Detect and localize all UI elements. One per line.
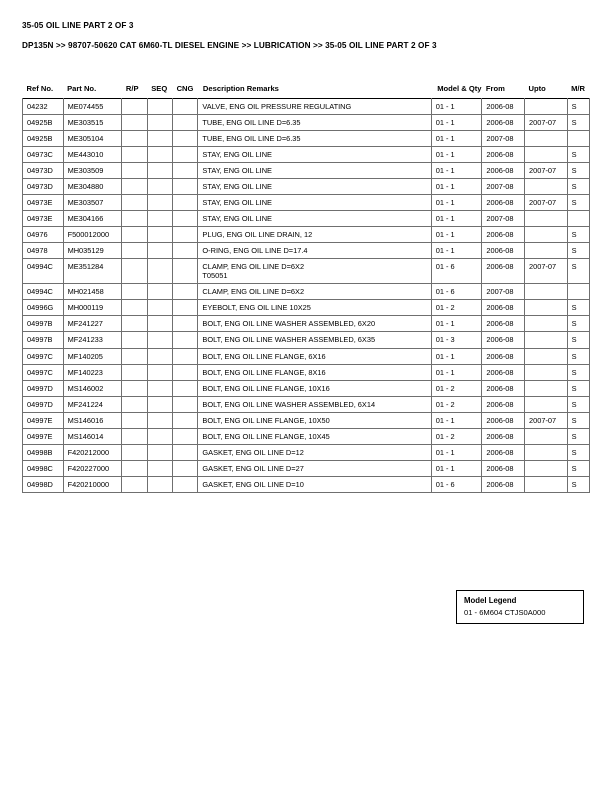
- cell-part_no: MF241233: [63, 332, 122, 348]
- cell-model_qty: 01 - 1: [431, 316, 482, 332]
- cell-cng: [173, 364, 198, 380]
- cell-part_no: F420210000: [63, 476, 122, 492]
- cell-rp: [122, 147, 147, 163]
- cell-from: 2006-08: [482, 428, 525, 444]
- cell-cng: [173, 428, 198, 444]
- cell-part_no: ME443010: [63, 147, 122, 163]
- cell-part_no: MF140205: [63, 348, 122, 364]
- column-header-model-qty: Model & Qty: [437, 84, 482, 93]
- cell-description: GASKET, ENG OIL LINE D=10: [198, 476, 431, 492]
- cell-seq: [147, 131, 172, 147]
- cell-part_no: MS146002: [63, 380, 122, 396]
- cell-rp: [122, 348, 147, 364]
- cell-ref_no: 04997B: [23, 332, 64, 348]
- cell-ref_no: 04973E: [23, 195, 64, 211]
- cell-mr: S: [567, 163, 589, 179]
- cell-mr: S: [567, 364, 589, 380]
- cell-upto: [525, 348, 568, 364]
- cell-cng: [173, 300, 198, 316]
- cell-rp: [122, 284, 147, 300]
- cell-mr: S: [567, 259, 589, 284]
- cell-seq: [147, 364, 172, 380]
- cell-upto: 2007-07: [525, 163, 568, 179]
- cell-ref_no: 04925B: [23, 131, 64, 147]
- cell-ref_no: 04973E: [23, 211, 64, 227]
- cell-cng: [173, 227, 198, 243]
- cell-from: 2006-08: [482, 460, 525, 476]
- cell-part_no: MF140223: [63, 364, 122, 380]
- cell-part_no: ME074455: [63, 99, 122, 115]
- cell-rp: [122, 131, 147, 147]
- cell-ref_no: 04994C: [23, 284, 64, 300]
- cell-part_no: ME304880: [63, 179, 122, 195]
- cell-seq: [147, 179, 172, 195]
- cell-upto: [525, 396, 568, 412]
- cell-from: 2007-08: [482, 131, 525, 147]
- table-row: [23, 380, 590, 396]
- cell-seq: [147, 147, 172, 163]
- cell-upto: [525, 243, 568, 259]
- cell-ref_no: 04973D: [23, 163, 64, 179]
- cell-seq: [147, 460, 172, 476]
- cell-description: BOLT, ENG OIL LINE WASHER ASSEMBLED, 6X14: [198, 396, 431, 412]
- cell-description: PLUG, ENG OIL LINE DRAIN, 12: [198, 227, 431, 243]
- cell-ref_no: 04997C: [23, 364, 64, 380]
- cell-model_qty: 01 - 1: [431, 179, 482, 195]
- cell-ref_no: 04994C: [23, 259, 64, 284]
- cell-from: 2006-08: [482, 147, 525, 163]
- table-row: [23, 147, 590, 163]
- cell-model_qty: 01 - 2: [431, 396, 482, 412]
- cell-rp: [122, 428, 147, 444]
- cell-model_qty: 01 - 1: [431, 460, 482, 476]
- column-header-rp: R/P: [125, 84, 139, 93]
- cell-description: GASKET, ENG OIL LINE D=27: [198, 460, 431, 476]
- cell-upto: [525, 332, 568, 348]
- cell-seq: [147, 444, 172, 460]
- cell-rp: [122, 179, 147, 195]
- column-header-part-no: Part No.: [67, 84, 97, 93]
- cell-part_no: ME305104: [63, 131, 122, 147]
- cell-from: 2006-08: [482, 163, 525, 179]
- cell-ref_no: 04997E: [23, 412, 64, 428]
- cell-mr: S: [567, 412, 589, 428]
- cell-part_no: MS146014: [63, 428, 122, 444]
- cell-mr: S: [567, 115, 589, 131]
- cell-model_qty: 01 - 1: [431, 227, 482, 243]
- cell-seq: [147, 163, 172, 179]
- cell-upto: [525, 99, 568, 115]
- cell-description: TUBE, ENG OIL LINE D=6.35: [198, 131, 431, 147]
- cell-model_qty: 01 - 1: [431, 444, 482, 460]
- cell-cng: [173, 332, 198, 348]
- cell-model_qty: 01 - 1: [431, 195, 482, 211]
- table-row: [23, 316, 590, 332]
- cell-from: 2006-08: [482, 380, 525, 396]
- cell-cng: [173, 147, 198, 163]
- parts-table-header: [23, 84, 590, 99]
- cell-rp: [122, 300, 147, 316]
- cell-cng: [173, 396, 198, 412]
- cell-rp: [122, 243, 147, 259]
- cell-from: 2007-08: [482, 211, 525, 227]
- table-row: [23, 300, 590, 316]
- cell-upto: 2007-07: [525, 115, 568, 131]
- cell-model_qty: 01 - 1: [431, 364, 482, 380]
- cell-seq: [147, 259, 172, 284]
- cell-cng: [173, 243, 198, 259]
- cell-cng: [173, 412, 198, 428]
- cell-cng: [173, 131, 198, 147]
- cell-seq: [147, 316, 172, 332]
- parts-table: [22, 84, 590, 493]
- column-header-upto: Upto: [528, 84, 546, 93]
- cell-cng: [173, 348, 198, 364]
- cell-mr: S: [567, 227, 589, 243]
- model-legend-title: Model Legend: [464, 596, 517, 605]
- cell-ref_no: 04973D: [23, 179, 64, 195]
- cell-from: 2006-08: [482, 227, 525, 243]
- cell-mr: S: [567, 195, 589, 211]
- cell-upto: [525, 428, 568, 444]
- cell-mr: S: [567, 476, 589, 492]
- cell-from: 2006-08: [482, 259, 525, 284]
- table-row: [23, 259, 590, 284]
- cell-part_no: ME351284: [63, 259, 122, 284]
- cell-model_qty: 01 - 3: [431, 332, 482, 348]
- cell-model_qty: 01 - 2: [431, 300, 482, 316]
- model-legend-entry: 01 - 6M604 CTJS0A000: [464, 608, 546, 617]
- cell-model_qty: 01 - 1: [431, 348, 482, 364]
- cell-seq: [147, 332, 172, 348]
- parts-table-body: [23, 99, 590, 493]
- cell-rp: [122, 476, 147, 492]
- cell-rp: [122, 380, 147, 396]
- cell-model_qty: 01 - 1: [431, 243, 482, 259]
- cell-ref_no: 04997E: [23, 428, 64, 444]
- cell-description: STAY, ENG OIL LINE: [198, 211, 431, 227]
- table-row: [23, 131, 590, 147]
- cell-cng: [173, 444, 198, 460]
- cell-cng: [173, 460, 198, 476]
- cell-mr: S: [567, 396, 589, 412]
- cell-mr: S: [567, 348, 589, 364]
- cell-description: BOLT, ENG OIL LINE FLANGE, 10X50: [198, 412, 431, 428]
- cell-mr: S: [567, 428, 589, 444]
- cell-cng: [173, 476, 198, 492]
- table-row: [23, 284, 590, 300]
- cell-cng: [173, 316, 198, 332]
- cell-rp: [122, 227, 147, 243]
- cell-ref_no: 04997B: [23, 316, 64, 332]
- cell-description: EYEBOLT, ENG OIL LINE 10X25: [198, 300, 431, 316]
- model-legend-box: [456, 590, 584, 624]
- table-row: [23, 348, 590, 364]
- table-row: [23, 179, 590, 195]
- cell-seq: [147, 348, 172, 364]
- cell-upto: [525, 179, 568, 195]
- table-row: [23, 476, 590, 492]
- cell-cng: [173, 284, 198, 300]
- cell-part_no: F500012000: [63, 227, 122, 243]
- cell-part_no: MH035129: [63, 243, 122, 259]
- table-row: [23, 444, 590, 460]
- cell-mr: S: [567, 300, 589, 316]
- table-row: [23, 460, 590, 476]
- parts-table-container: [22, 84, 590, 493]
- cell-cng: [173, 195, 198, 211]
- cell-rp: [122, 195, 147, 211]
- cell-description: BOLT, ENG OIL LINE FLANGE, 10X16: [198, 380, 431, 396]
- column-header-description: Description Remarks: [202, 84, 279, 93]
- cell-from: 2006-08: [482, 396, 525, 412]
- cell-description: CLAMP, ENG OIL LINE D=6X2 T05051: [198, 259, 431, 284]
- cell-seq: [147, 115, 172, 131]
- cell-description: STAY, ENG OIL LINE: [198, 195, 431, 211]
- cell-rp: [122, 444, 147, 460]
- cell-seq: [147, 99, 172, 115]
- column-header-seq: SEQ: [151, 84, 168, 93]
- cell-description: BOLT, ENG OIL LINE WASHER ASSEMBLED, 6X35: [198, 332, 431, 348]
- cell-ref_no: 04997D: [23, 396, 64, 412]
- cell-part_no: MS146016: [63, 412, 122, 428]
- cell-part_no: MF241224: [63, 396, 122, 412]
- cell-cng: [173, 179, 198, 195]
- cell-mr: S: [567, 380, 589, 396]
- cell-mr: S: [567, 332, 589, 348]
- cell-upto: [525, 147, 568, 163]
- cell-ref_no: 04976: [23, 227, 64, 243]
- cell-from: 2006-08: [482, 99, 525, 115]
- cell-part_no: MH000119: [63, 300, 122, 316]
- cell-model_qty: 01 - 1: [431, 131, 482, 147]
- table-row: [23, 412, 590, 428]
- cell-ref_no: 04998D: [23, 476, 64, 492]
- cell-rp: [122, 396, 147, 412]
- cell-seq: [147, 284, 172, 300]
- table-row: [23, 195, 590, 211]
- cell-ref_no: 04973C: [23, 147, 64, 163]
- cell-rp: [122, 332, 147, 348]
- cell-model_qty: 01 - 2: [431, 380, 482, 396]
- cell-ref_no: 04998C: [23, 460, 64, 476]
- cell-upto: [525, 300, 568, 316]
- cell-mr: [567, 211, 589, 227]
- cell-upto: [525, 476, 568, 492]
- page-title: 35-05 OIL LINE PART 2 OF 3: [22, 21, 134, 30]
- table-row: [23, 428, 590, 444]
- table-row: [23, 332, 590, 348]
- cell-rp: [122, 259, 147, 284]
- cell-cng: [173, 99, 198, 115]
- column-header-ref-no: Ref No.: [26, 84, 54, 93]
- header-row: [23, 84, 590, 99]
- cell-part_no: MF241227: [63, 316, 122, 332]
- cell-mr: S: [567, 316, 589, 332]
- cell-upto: [525, 380, 568, 396]
- cell-mr: [567, 131, 589, 147]
- table-row: [23, 99, 590, 115]
- cell-mr: S: [567, 460, 589, 476]
- cell-seq: [147, 300, 172, 316]
- cell-from: 2006-08: [482, 300, 525, 316]
- cell-upto: [525, 131, 568, 147]
- cell-description: CLAMP, ENG OIL LINE D=6X2: [198, 284, 431, 300]
- cell-model_qty: 01 - 1: [431, 412, 482, 428]
- cell-from: 2006-08: [482, 316, 525, 332]
- cell-part_no: ME303515: [63, 115, 122, 131]
- cell-rp: [122, 211, 147, 227]
- cell-rp: [122, 115, 147, 131]
- column-header-mr: M/R: [571, 84, 586, 93]
- cell-description: BOLT, ENG OIL LINE FLANGE, 10X45: [198, 428, 431, 444]
- table-row: [23, 115, 590, 131]
- column-header-cng: CNG: [176, 84, 194, 93]
- cell-seq: [147, 476, 172, 492]
- cell-rp: [122, 460, 147, 476]
- cell-description: O-RING, ENG OIL LINE D=17.4: [198, 243, 431, 259]
- cell-from: 2007-08: [482, 179, 525, 195]
- cell-rp: [122, 316, 147, 332]
- cell-description: BOLT, ENG OIL LINE WASHER ASSEMBLED, 6X20: [198, 316, 431, 332]
- cell-model_qty: 01 - 1: [431, 99, 482, 115]
- cell-description: TUBE, ENG OIL LINE D=6.35: [198, 115, 431, 131]
- cell-upto: [525, 444, 568, 460]
- cell-from: 2006-08: [482, 243, 525, 259]
- cell-part_no: F420227000: [63, 460, 122, 476]
- cell-part_no: MH021458: [63, 284, 122, 300]
- cell-model_qty: 01 - 1: [431, 115, 482, 131]
- column-header-from: From: [485, 84, 505, 93]
- cell-rp: [122, 412, 147, 428]
- cell-from: 2006-08: [482, 195, 525, 211]
- cell-model_qty: 01 - 6: [431, 284, 482, 300]
- cell-model_qty: 01 - 1: [431, 211, 482, 227]
- cell-mr: S: [567, 99, 589, 115]
- cell-seq: [147, 396, 172, 412]
- cell-ref_no: 04232: [23, 99, 64, 115]
- cell-upto: [525, 284, 568, 300]
- cell-description: STAY, ENG OIL LINE: [198, 147, 431, 163]
- table-row: [23, 163, 590, 179]
- cell-description: STAY, ENG OIL LINE: [198, 163, 431, 179]
- cell-cng: [173, 115, 198, 131]
- cell-rp: [122, 364, 147, 380]
- cell-seq: [147, 243, 172, 259]
- cell-description: BOLT, ENG OIL LINE FLANGE, 6X16: [198, 348, 431, 364]
- cell-ref_no: 04997C: [23, 348, 64, 364]
- cell-cng: [173, 211, 198, 227]
- cell-description: VALVE, ENG OIL PRESSURE REGULATING: [198, 99, 431, 115]
- cell-upto: [525, 364, 568, 380]
- cell-ref_no: 04997D: [23, 380, 64, 396]
- cell-upto: [525, 211, 568, 227]
- cell-seq: [147, 211, 172, 227]
- table-row: [23, 396, 590, 412]
- cell-from: 2006-08: [482, 412, 525, 428]
- cell-seq: [147, 227, 172, 243]
- cell-mr: S: [567, 444, 589, 460]
- cell-model_qty: 01 - 1: [431, 163, 482, 179]
- cell-seq: [147, 380, 172, 396]
- table-row: [23, 364, 590, 380]
- breadcrumb: DP135N >> 98707-50620 CAT 6M60-TL DIESEL ENGINE >> LUBRICATION >> 35-05 OIL LINE PART 2 OF 3: [22, 41, 437, 50]
- cell-cng: [173, 380, 198, 396]
- cell-seq: [147, 195, 172, 211]
- cell-upto: [525, 316, 568, 332]
- cell-upto: [525, 460, 568, 476]
- cell-mr: S: [567, 147, 589, 163]
- cell-part_no: F420212000: [63, 444, 122, 460]
- cell-rp: [122, 99, 147, 115]
- cell-from: 2006-08: [482, 332, 525, 348]
- cell-upto: 2007-07: [525, 195, 568, 211]
- table-row: [23, 211, 590, 227]
- cell-part_no: ME304166: [63, 211, 122, 227]
- cell-ref_no: 04998B: [23, 444, 64, 460]
- cell-part_no: ME303507: [63, 195, 122, 211]
- cell-seq: [147, 428, 172, 444]
- cell-from: 2006-08: [482, 476, 525, 492]
- cell-upto: 2007-07: [525, 412, 568, 428]
- cell-upto: 2007-07: [525, 259, 568, 284]
- cell-part_no: ME303509: [63, 163, 122, 179]
- cell-from: 2006-08: [482, 115, 525, 131]
- cell-from: 2006-08: [482, 348, 525, 364]
- cell-ref_no: 04978: [23, 243, 64, 259]
- cell-model_qty: 01 - 1: [431, 147, 482, 163]
- cell-mr: S: [567, 179, 589, 195]
- table-row: [23, 243, 590, 259]
- cell-ref_no: 04925B: [23, 115, 64, 131]
- cell-description: BOLT, ENG OIL LINE FLANGE, 8X16: [198, 364, 431, 380]
- cell-cng: [173, 163, 198, 179]
- cell-model_qty: 01 - 6: [431, 476, 482, 492]
- cell-cng: [173, 259, 198, 284]
- cell-description: STAY, ENG OIL LINE: [198, 179, 431, 195]
- cell-model_qty: 01 - 6: [431, 259, 482, 284]
- cell-from: 2006-08: [482, 364, 525, 380]
- cell-description: GASKET, ENG OIL LINE D=12: [198, 444, 431, 460]
- cell-rp: [122, 163, 147, 179]
- cell-mr: S: [567, 243, 589, 259]
- cell-ref_no: 04996G: [23, 300, 64, 316]
- cell-upto: [525, 227, 568, 243]
- cell-from: 2006-08: [482, 444, 525, 460]
- cell-seq: [147, 412, 172, 428]
- cell-model_qty: 01 - 2: [431, 428, 482, 444]
- cell-from: 2007-08: [482, 284, 525, 300]
- table-row: [23, 227, 590, 243]
- cell-mr: [567, 284, 589, 300]
